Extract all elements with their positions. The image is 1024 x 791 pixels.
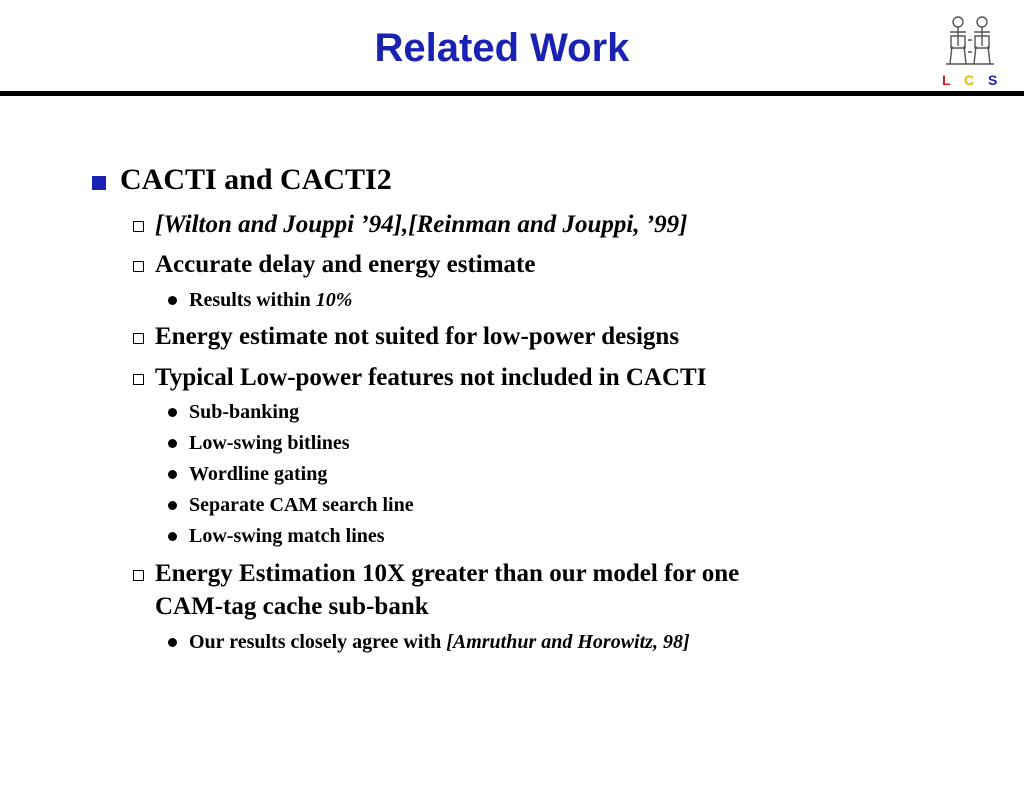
- square-bullet-icon: [92, 176, 106, 190]
- title-rule: [0, 91, 1024, 96]
- bullet-l3-sub-banking: Sub-banking: [189, 401, 300, 423]
- bullet-l1-cacti: CACTI and CACTI2: [120, 163, 392, 196]
- logo-letter-c: C: [964, 72, 975, 88]
- bullet-l3-cam-search-line: Separate CAM search line: [189, 494, 414, 516]
- hollow-square-bullet-icon: [133, 261, 144, 272]
- results-within-percent: 10%: [315, 289, 353, 311]
- hollow-square-bullet-icon: [133, 374, 144, 385]
- dot-bullet-icon: [168, 470, 177, 479]
- bullet-l2-energy-estimation-line1: Energy Estimation 10X greater than our model for one: [155, 560, 740, 587]
- slide-title: Related Work: [374, 26, 630, 70]
- bullet-l2-accurate: Accurate delay and energy estimate: [155, 251, 536, 278]
- lcs-figures-icon: [938, 14, 1002, 70]
- hollow-square-bullet-icon: [133, 570, 144, 581]
- agree-with-text: Our results closely agree with: [189, 631, 447, 653]
- dot-bullet-icon: [168, 439, 177, 448]
- bullet-l2-citations: [Wilton and Jouppi ’94],[Reinman and Jouppi, ’99]: [155, 211, 688, 238]
- bullet-l3-results-within: [189, 287, 352, 313]
- lcs-logo: [934, 14, 1006, 92]
- hollow-square-bullet-icon: [133, 333, 144, 344]
- dot-bullet-icon: [168, 501, 177, 510]
- hollow-square-bullet-icon: [133, 221, 144, 232]
- results-within-text: Results within: [189, 289, 316, 311]
- logo-letter-l: L: [942, 72, 951, 88]
- agree-with-citation: [Amruthur and Horowitz, 98]: [446, 631, 690, 653]
- bullet-l2-not-suited: Energy estimate not suited for low-power designs: [155, 323, 680, 350]
- logo-letter-s: S: [988, 72, 998, 88]
- dot-bullet-icon: [168, 638, 177, 647]
- bullet-l3-low-swing-match: Low-swing match lines: [189, 525, 385, 547]
- bullet-l3-wordline-gating: Wordline gating: [189, 463, 328, 485]
- dot-bullet-icon: [168, 532, 177, 541]
- dot-bullet-icon: [168, 296, 177, 305]
- bullet-l2-features: Typical Low-power features not included in CACTI: [155, 364, 707, 391]
- bullet-l3-low-swing-bitlines: Low-swing bitlines: [189, 432, 350, 454]
- dot-bullet-icon: [168, 408, 177, 417]
- bullet-l3-agree-with: [189, 629, 690, 655]
- bullet-l2-energy-estimation-line2: CAM-tag cache sub-bank: [155, 593, 429, 620]
